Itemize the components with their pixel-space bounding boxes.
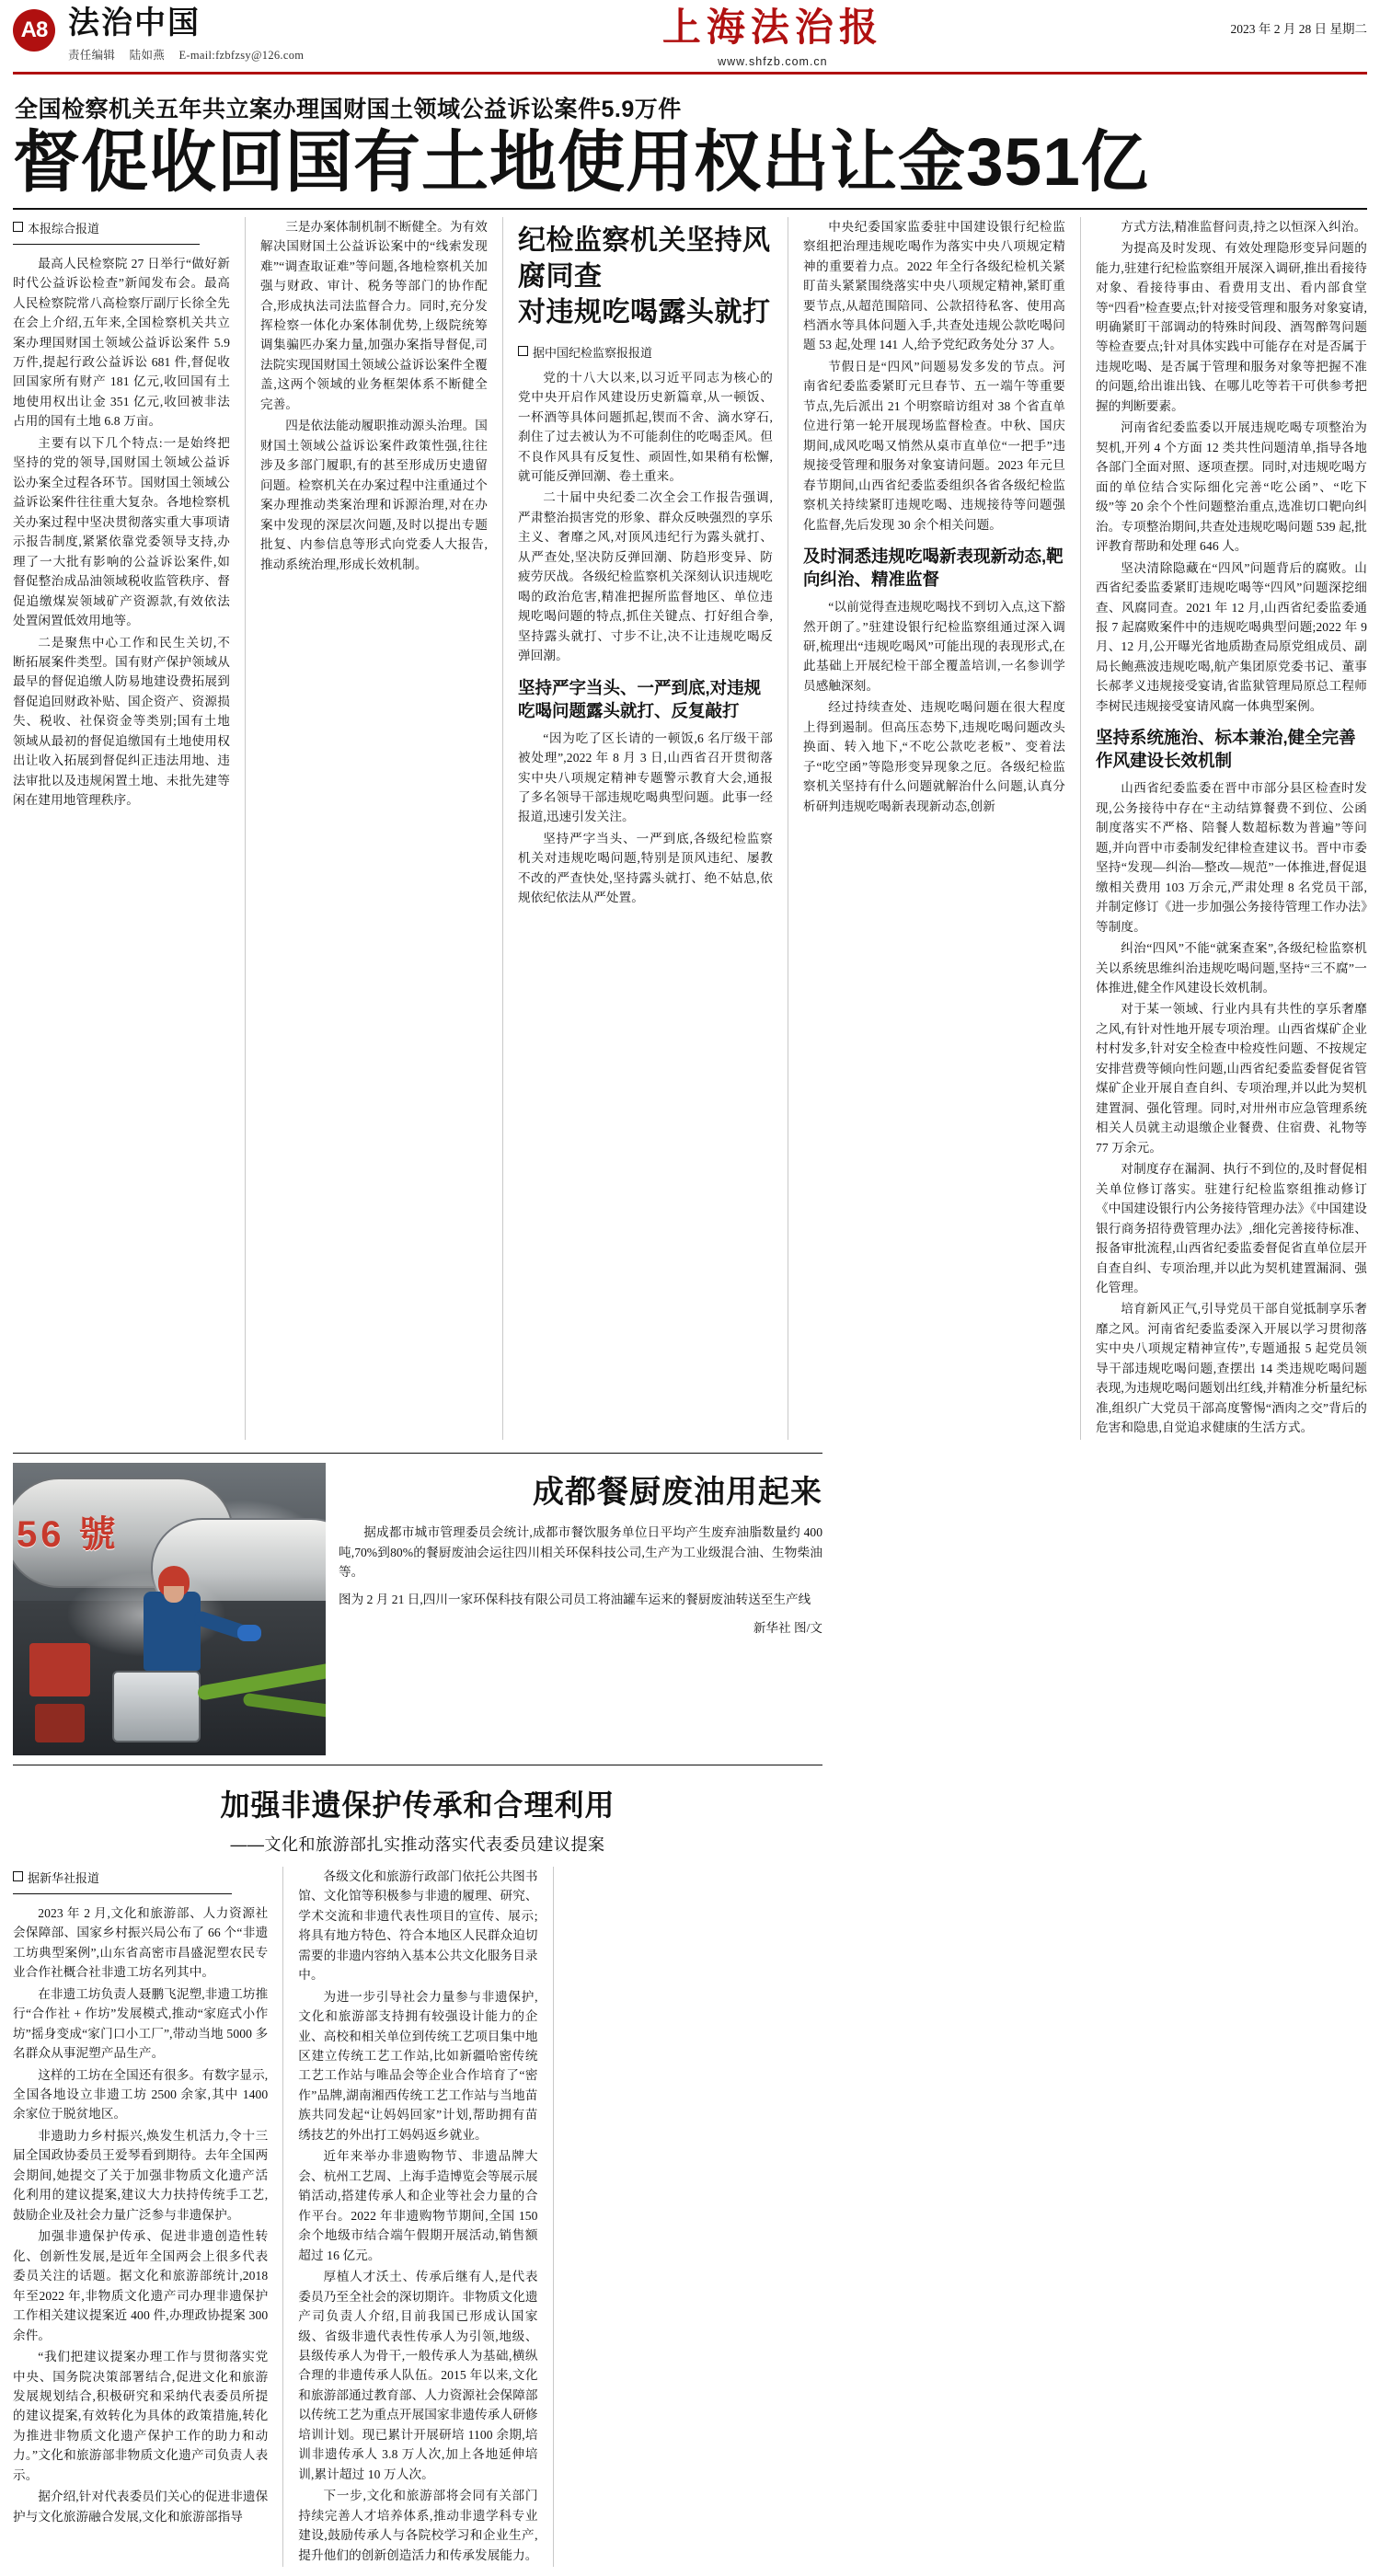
paragraph: 这样的工坊在全国还有很多。有数字显示,全国各地设立非遗工坊 2500 余家,其中 1400 余家位于脱贫地区。 <box>13 2067 269 2122</box>
paper-name: 上海法治报 <box>661 7 883 50</box>
headline-rule <box>13 208 1367 210</box>
red-equipment-box-2 <box>35 1704 85 1742</box>
right-article-source: 据中国纪检监察报报道 <box>518 343 773 361</box>
section-credits <box>68 46 315 63</box>
paragraph: 坚持严字当头、一严到底,各级纪检监察机关对违规吃喝问题,特别是顶风违纪、屡教不改的严查快处,坚持露头就打、绝不姑息,依规依纪依法从严处置。 <box>518 831 773 905</box>
worker-face <box>164 1586 184 1603</box>
source-underline <box>13 244 200 245</box>
red-equipment-box <box>29 1643 90 1696</box>
paragraph: 山西省纪委监委在晋中市部分县区检查时发现,公务接待中存在“主动结算餐费不到位、公函制度落实不严格、陪餐人数超标数为普遍”等问题,并向晋中市委制发纪律检查建议书。晋中市委坚持“发现—纠治—整改—规范”一体推进,督促退缴相关费用 103 万余元,严肃处理 8 名党员干部,并制定修订《进一步加强公务接待管理工作办法》等制度。 <box>1096 781 1367 934</box>
column-1 <box>13 217 245 1440</box>
editor-email: E-mail:fzbfzsy@126.com <box>178 48 305 62</box>
paragraph: 近年来举办非遗购物节、非遗品牌大会、杭州工艺周、上海手造博览会等展示展销活动,搭建传承人和企业等社会力量的合作平台。2022 年非遗购物节期间,全国 150 余个地级市结合端午假期开展活动,销售额超过 16 亿元。 <box>298 2149 538 2262</box>
paragraph: “以前觉得查违规吃喝找不到切入点,这下豁然开朗了。”驻建设银行纪检监察组通过深入调研,梳理出“违规吃喝风”可能出现的表现形式,在此基础上开展纪检干部全覆盖培训,一名参训学员感触深刻。 <box>803 600 1065 693</box>
left-article-source: 本报综合报道 <box>13 219 230 236</box>
paragraph: 对于某一领域、行业内具有共性的享乐奢靡之风,有针对性地开展专项治理。山西省煤矿企业村村发多,针对安全检查中检疫性问题、不按规定安排营费等倾向性问题,山西省纪委监委督促省管煤矿企业开展自查自纠、专项治理,并以此为契机建置洞、强化管理。同时,对卅州市应急管理系统相关人员就主动退缴企业餐费、住宿费、礼物等 77 万余元。 <box>1096 1002 1367 1155</box>
feature-text <box>339 1463 822 1755</box>
lower-article <box>13 1765 822 2567</box>
lower-column-1 <box>13 1867 282 2567</box>
masthead <box>13 0 1367 75</box>
paragraph: 节假日是“四风”问题易发多发的节点。河南省纪委监委紧盯元旦春节、五一端午等重要节点,先后派出 21 个明察暗访组对 38 个省直单位进行第一轮开展现场监督检查。中秋、国庆期间,成风吃喝又悄然从桌市直单位“一把手”违规接受管理和服务对象宴请问题。2023 年元旦春节期间,山西省纪委监委组织各省各级纪检监察机关持续紧盯违规吃喝、违规接待等问题强化监督,先后发现 30 余个相关问题。 <box>803 359 1065 532</box>
lower-headline: 加强非遗保护传承和合理利用 <box>220 1788 615 1822</box>
banner-headline-block <box>13 91 1367 199</box>
column-5 <box>1080 217 1367 1440</box>
paragraph: 培育新风正气,引导党员干部自觉抵制享乐奢靡之风。河南省纪委监委深入开展以学习贯彻落实中央八项规定精神宣传”,专题通报 5 起党员领导干部违规吃喝问题,查摆出 14 类违规吃喝问题表现,为违规吃喝问题划出红线,并精准分析量纪标准,组织广大党员干部高度警惕“酒肉之交”背后的危害和隐患,自觉追求健康的生活方式。 <box>1096 1302 1367 1435</box>
paragraph: 方式方法,精准监督问责,持之以恒深入纠治。 <box>1121 219 1367 234</box>
source-underline <box>13 1893 232 1894</box>
paragraph: “我们把建议提案办理工作与贯彻落实党中央、国务院决策部署结合,促进文化和旅游发展规划结合,积极研究和采纳代表委员所提的建议提案,有效转化为具体的政策措施,转化为推进非物质文化遗产保护工作的助力和动力。”文化和旅游部非物质文化遗产司负责人表示。 <box>13 2350 269 2482</box>
paragraph: 据介绍,针对代表委员们关心的促进非遗保护与文化旅游融合发展,文化和旅游部指导 <box>13 2490 269 2524</box>
paragraph: 2023 年 2 月,文化和旅游部、人力资源社会保障部、国家乡村振兴局公布了 66 个“非遗工坊典型案例”,山东省高密市昌盛泥塑农民专业合作社概合社非遗工坊名列其中。 <box>13 1905 269 1980</box>
paragraph: 二十届中央纪委二次全会工作报告强调,严肃整治损害党的形象、群众反映强烈的享乐主义、奢靡之风,对顶风违纪行为露头就打、从严查处,坚决防反弹回潮、防趋形变异、防疲劳厌战。各级纪检监察机关深刻认识违规吃喝的政治危害,精准把握所监督地区、单位违规吃喝问题的特点,抓住关键点、打好组合拳,坚持露头就打、寸步不让,决不让违规吃喝反弹回潮。 <box>518 490 773 663</box>
photo-feature <box>13 1453 822 1755</box>
paragraph: 河南省纪委监委以开展违规吃喝专项整治为契机,开列 4 个方面 12 类共性问题清单,指导各地各部门全面对照、逐项查摆。同时,对违规吃喝方面的单位结合实际细化完善“吃公函”、“吃下级”等 20 余个个性问题整治重点,选准切口靶向纠治。专项整治期间,共查处违规吃喝问题 539 起,批评教育帮助和处理 646 人。 <box>1096 420 1367 554</box>
paragraph: 三是办案体制机制不断健全。为有效解决国财国土公益诉讼案中的“线索发现难”“调查取证难”等问题,各地检察机关加强与财政、审计、税务等部门的协作配合,形成执法司法监督合力。同时,充分发挥检察一体化办案体制优势,上级院统筹调集骗匹办案力量,加强办案指导督促,司法院实现国财国土领域公益诉讼案件全覆盖,这两个领域的业务框架体系不断健全完善。 <box>260 219 488 411</box>
lower-left-region <box>13 1440 822 2567</box>
paragraph: 非遗助力乡村振兴,焕发生机活力,令十三届全国政协委员王爱琴看到期待。去年全国两会期间,她提交了关于加强非物质文化遗产活化利用的建议提案,建议大力扶持传统手工艺,鼓励企业及社会力量广泛参与非遗保护。 <box>13 2128 269 2222</box>
subheading: 坚持系统施治、标本兼治,健全完善作风建设长效机制 <box>1096 728 1356 771</box>
paragraph: 中央纪委国家监委驻中国建设银行纪检监察组把治理违规吃喝作为落实中央八项规定精神的重要着力点。2022 年全行各级纪检机关紧盯苗头紧紧围绕落实中央八项规定精神,紧盯重要节点,从超范围陪同、公款招待私客、使用高档酒水等具体问题入手,共查处违规公款吃喝问题 53 起,处理 141 人,给予党纪政务处分 37 人。 <box>803 219 1065 352</box>
paragraph: 厚植人才沃土、传承后继有人,是代表委员乃至全社会的深切期许。非物质文化遗产司负责人介绍,目前我国已形成认国家级、省级非遗代表性传承人为引领,地级、县级传承人为骨干,一般传承人为基础,横纵合理的非遗传承人队伍。2015 年以来,文化和旅游部通过教育部、人力资源社会保障部以传统工艺为重点开展国家非遗传承人研修培训计划。现已累计开展研培 1100 余期,培训非遗传承人 3.8 万人次,加上各地延伸培训,累计超过 10 万人次。 <box>298 2270 538 2481</box>
column-2 <box>245 217 502 1440</box>
masthead-center <box>315 7 1230 68</box>
editor-name: 陆如燕 <box>129 48 166 62</box>
paragraph: 二是聚焦中心工作和民生关切,不断拓展案件类型。国有财产保护领域从最早的督促追缴人防易地建设费拓展到督促追回财政补贴、国企资产、资源损失、税收、社保资金等类别;国有土地领域从最初的督促追缴国有土地使用权出让收入拓展到督促纠正违法用地、违法审批以及违规闲置土地、未批先建等闲在建用地管理秩序。 <box>13 635 230 808</box>
paragraph: 党的十八大以来,以习近平同志为核心的党中央开启作风建设历史新篇章,从一顿饭、一杯酒等具体问题抓起,锲而不舍、滴水穿石,刹住了过去被认为不可能刹住的吃喝歪风。但不良作风具有反复性、顽固性,如果稍有松懈,就可能反弹回潮、卷土重来。 <box>518 370 773 483</box>
metal-drum <box>112 1671 201 1742</box>
paragraph: 四是依法能动履职推动源头治理。国财国土领域公益诉讼案件政策性强,往往涉及多部门履职,有的甚至形成历史遗留问题。检察机关在办案过程中注重通过个案办理推动类案治理和诉源治理,对在办案中发现的深层次问题,及时以提出专题批复、内参信息等形式向党委人大报告,推动系统治理,形成长效机制。 <box>260 419 488 571</box>
lower-column-2 <box>282 1867 552 2567</box>
paragraph: 主要有以下几个特点:一是始终把坚持的党的领导,国财国土领域公益诉讼办案全过程各环节。国财国土领域公益诉讼案件往往重大复杂。各地检察机关办案过程中坚决贯彻落实重大事项请示报告制度,紧紧依靠党委领导支持,办理了一大批有影响的公益诉讼案件,如督促整治成品油领域税收监管秩序、督促追缴煤炭领域矿产资源款,有效依法处置闲置低效用地等。 <box>13 435 230 628</box>
lower-article-source: 据新华社报道 <box>13 1869 268 1886</box>
right-article-headline: 纪检监察机关坚持风腐同查 对违规吃喝露头就打 <box>518 224 771 328</box>
subheading: 坚持严字当头、一严到底,对违规吃喝问题露头就打、反复敲打 <box>518 677 762 720</box>
issue-date: 2023 年 2 月 28 日 星期二 <box>1230 22 1367 36</box>
paragraph: 坚决清除隐藏在“四风”问题背后的腐败。山西省纪委监委紧盯违规吃喝等“四风”问题深挖细查、风腐同查。2021 年 12 月,山西省纪委监委通报 7 起腐败案件中的违规吃喝典型问题;2022 年 9 月、12 月,公开曝光省地质勘查局原党组成员、副局长鲍燕波违规吃喝,航产集团原党委书记、董事长郝孝义违规接受宴请,省监狱管理局原总工程师李树民违规接受宴请风腐一体典型案例。 <box>1096 560 1367 713</box>
section-title: 法治中国 <box>68 6 201 40</box>
lower-column-3 <box>553 1867 822 2567</box>
feature-caption: 图为 2 月 21 日,四川一家环保科技有限公司员工将油罐车运来的餐厨废油转送至生产线 <box>339 1593 811 1607</box>
feature-title: 成都餐厨废油用起来 <box>533 1474 822 1510</box>
main-columns <box>13 217 1367 1440</box>
worker-glove <box>237 1625 261 1641</box>
paragraph: 加强非遗保护传承、促进非遗创造性转化、创新性发展,是近年全国两会上很多代表委员关注的话题。据文化和旅游部统计,2018 年至2022 年,非物质文化遗产司办理非遗保护工作相关建议提案近 400 件,办理政协提案 300 余件。 <box>13 2229 269 2342</box>
paragraph: 纠治“四风”不能“就案查案”,各级纪检监察机关以系统思维纠治违规吃喝问题,坚持“三不腐”一体推进,健全作风建设长效机制。 <box>1096 941 1367 995</box>
paper-website[interactable]: www.shfzb.com.cn <box>718 55 828 68</box>
paragraph: 为提高及时发现、有效处理隐形变异问题的能力,驻建行纪检监察组开展深入调研,推出看接待对象、看接待事由、看费用支出、看内部食堂等“四看”检查要点;针对接受管理和服务对象宴请,明确紧盯干部调动的特殊时间段、酒驾醉驾问题等检查要点;针对具体实践中可能存在对是否属于违规吃喝、是否属于管理和服务对象等把握不准的问题,给出谁出钱、在哪儿吃等若干可供参考把握的判断要素。 <box>1096 241 1367 413</box>
banner-headline: 督促收回国有土地使用权出让金351亿 <box>13 125 1149 200</box>
section-block <box>68 7 315 63</box>
column-4 <box>788 217 1080 1440</box>
worker-torso <box>144 1592 201 1671</box>
paragraph: 最高人民检察院 27 日举行“做好新时代公益诉讼检查”新闻发布会。最高人民检察院常八高检察厅副厅长徐全先在会上介绍,五年来,全国检察机关共立案办理国财国土领域公益诉讼案件 5.9 万件,提起行政公益诉讼 681 件,督促收回国家所有财产 181 亿元,收回国有土地使用权出让金 351 亿元,收回被非法占用的国有土地 6.8 万亩。 <box>13 256 230 429</box>
column-3 <box>502 217 788 1440</box>
masthead-left <box>13 7 315 63</box>
banner-kicker: 全国检察机关五年共立案办理国财国土领域公益诉讼案件5.9万件 <box>15 97 682 122</box>
feature-body: 据成都市城市管理委员会统计,成都市餐饮服务单位日平均产生废弃油脂数量约 400 吨,70%到80%的餐厨废油会运往四川相关环保科技公司,生产为工业级混合油、生物柴油等。 <box>339 1524 822 1580</box>
feature-photo <box>13 1463 326 1755</box>
feature-photo-wrap <box>13 1463 326 1755</box>
paragraph: 下一步,文化和旅游部将会同有关部门持续完善人才培养体系,推动非遗学科专业建设,鼓励传承人与各院校学习和企业生产,提升他们的创新创造活力和传承发展能力。 <box>298 2489 538 2562</box>
page-number-badge: A8 <box>13 9 55 52</box>
editor-label: 责任编辑 <box>68 48 116 62</box>
lower-subheadline: ——文化和旅游部扎实推动落实代表委员建议提案 <box>230 1834 605 1854</box>
paragraph: 为进一步引导社会力量参与非遗保护,文化和旅游部支持拥有较强设计能力的企业、高校和相关单位到传统工艺项目集中地区建立传统工艺工作站,比如新疆哈密传统工艺工作站与唯品会等企业合作培育了“密作”品牌,湖南湘西传统工艺工作站与当地苗族共同发起“让妈妈回家”计划,帮助拥有苗绣技艺的外出打工妈妈返乡就业。 <box>298 1989 538 2142</box>
subheading: 及时洞悉违规吃喝新表现新动态,靶向纠治、精准监督 <box>803 546 1064 590</box>
paragraph: 经过持续查处、违规吃喝问题在很大程度上得到遏制。但高压态势下,违规吃喝问题改头换面、转入地下,“不吃公款吃老板”、变着法子“吃空函”等隐形变异现象之厄。各级纪检监察机关坚持有什么问题就解治什么问题,认真分析研判违规吃喝新表现新动态,创新 <box>803 700 1065 813</box>
paragraph: “因为吃了区长请的一顿饭,6 名厅级干部被处理”,2022 年 8 月 3 日,山西省召开贯彻落实中央八项规定精神专题警示教育大会,通报了多名领导干部违规吃喝典型问题。此事一经报道,迅速引发关注。 <box>518 730 773 824</box>
paragraph: 对制度存在漏洞、执行不到位的,及时督促相关单位修订落实。驻建行纪检监察组推动修订《中国建设银行内公务接待管理办法》《中国建设银行商务招待费管理办法》,细化完善接待标准、报备审批流程,山西省纪委监委督促省直单位层开自查自纠、专项治理,并以此为契机建置漏洞、强化管理。 <box>1096 1162 1367 1295</box>
paragraph: 各级文化和旅游行政部门依托公共图书馆、文化馆等积极参与非遗的履理、研究、学术交流和非遗代表性项目的宣传、展示;将具有地方特色、符合本地区人民群众迫切需要的非遗内容纳入基本公共文化服务目录中。 <box>298 1869 538 1983</box>
feature-credit: 新华社 图/文 <box>753 1620 822 1635</box>
paragraph: 在非遗工坊负责人聂鹏飞泥塑,非遗工坊推行“合作社 + 作坊”发展模式,推动“家庭式小作坊”摇身变成“家门口小工厂”,带动当地 5000 多名群众从事泥塑产品生产。 <box>13 1986 269 2061</box>
tank-number-text: 56 號 <box>17 1513 120 1555</box>
lower-region <box>13 1440 1367 2567</box>
